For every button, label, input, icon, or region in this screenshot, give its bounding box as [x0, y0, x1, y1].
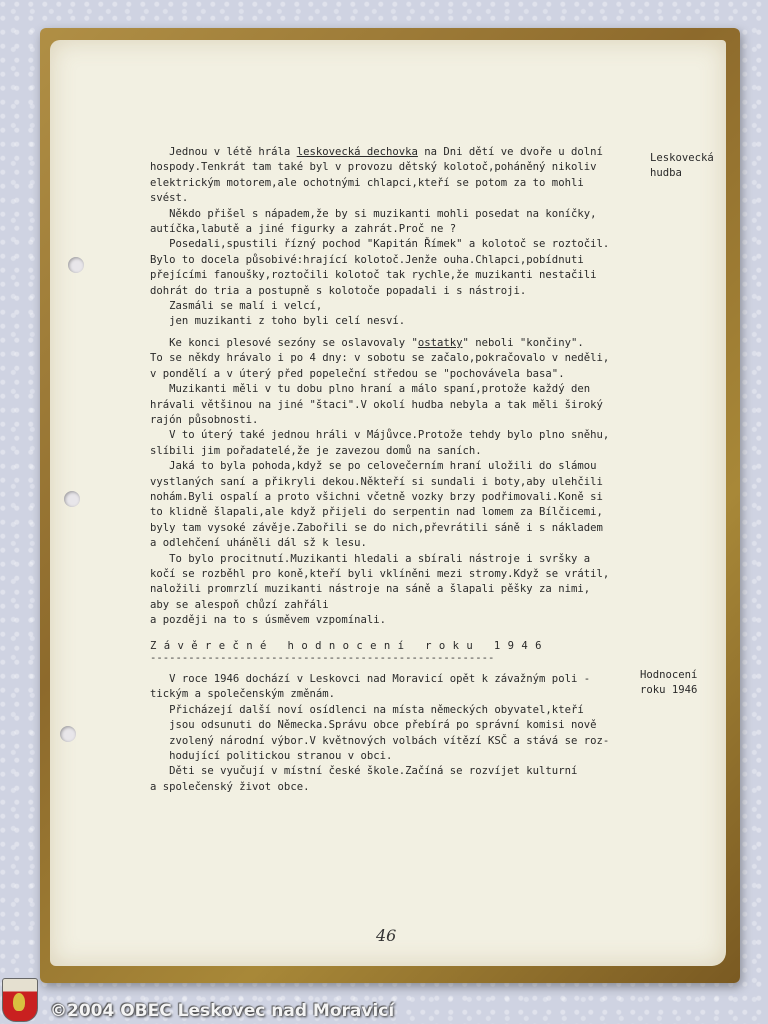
- punch-hole: [64, 491, 80, 507]
- copyright-watermark: ©2004 OBEC Leskovec nad Moravicí: [50, 1001, 395, 1021]
- margin-note-hodnoceni: [640, 668, 697, 698]
- punch-hole: [68, 257, 84, 273]
- heading-underline: ------------------------------------------------------: [150, 654, 495, 664]
- text-line: byly tam vysoké závěje.Zabořili se do nich,převrátili sáně i s nákladem: [150, 521, 603, 534]
- margin-note-line: roku 1946: [640, 684, 698, 696]
- section-heading: Z á v ě r e č n é h o d n o c e n í r o k u 1 9 4 6: [150, 639, 543, 652]
- text-line: a později na to s úsměvem vzpomínali.: [150, 614, 386, 627]
- text-line: svést.: [150, 192, 189, 205]
- text-line: jen muzikanti z toho byli celí nesví.: [150, 315, 406, 328]
- text-line: a odlehčení uháněli dál sž k lesu.: [150, 537, 367, 550]
- text-line: to klidně šlapali,ale když přijeli do serpentin nad lomem za Bílčicemi,: [150, 506, 603, 519]
- margin-note-line: Hodnocení: [640, 669, 698, 681]
- text-line: Přicházejí další noví osídlenci na místa německých obyvatel,kteří: [150, 703, 584, 716]
- margin-note-line: hudba: [650, 167, 682, 179]
- typewritten-text: [150, 145, 640, 795]
- text-line: V roce 1946 dochází v Leskovci nad Moravicí opět k závažným poli -: [150, 673, 591, 685]
- text-line: elektrickým motorem,ale ochotnými chlapci,kteří se potom za to mohli: [150, 176, 584, 189]
- underlined-phrase: leskovecká dechovka: [296, 146, 418, 158]
- text-line: rajón působnosti.: [150, 413, 259, 426]
- text-line: Děti se vyučují v místní české škole.Začíná se rozvíjet kulturní: [150, 765, 578, 778]
- text-line: přejícími fanoušky,roztočili kolotoč tak rychle,že muzikanti nestačili: [150, 269, 597, 282]
- text-line: V to úterý také jednou hráli v Májůvce.Protože tehdy bylo plno sněhu,: [150, 429, 610, 442]
- text-line: Posedali,spustili řízný pochod "Kapitán Římek" a kolotoč se roztočil.: [150, 238, 610, 251]
- margin-note-hudba: [650, 151, 714, 181]
- text-line: hospody.Tenkrát tam také byl v provozu dětský kolotoč,poháněný nikoliv: [150, 161, 597, 174]
- text-line: naložili promrzlí muzikanti nástroje na sáně a šlapali pěšky za nimi,: [150, 583, 591, 596]
- margin-note-line: Leskovecká: [650, 152, 714, 164]
- punch-hole: [60, 726, 76, 742]
- text-line: hrávali většinou na jiné "štaci".V okolí hudba nebyla a tak měli široký: [150, 398, 603, 411]
- text-line: jsou odsunuti do Německa.Správu obce přebírá po správní komisi nově: [150, 719, 597, 732]
- coat-of-arms-logo: [2, 978, 38, 1022]
- text-line: hodující politickou stranou v obci.: [150, 750, 393, 763]
- text-line: To bylo procitnutí.Muzikanti hledali a sbírali nástroje i svršky a: [150, 552, 591, 565]
- text-line: Jaká to byla pohoda,když se po celovečerním hraní uložili do slámou: [150, 460, 597, 473]
- text-line: slíbili jim pořadatelé,že je zavezou domů na saních.: [150, 444, 482, 457]
- text-line: kočí se rozběhl pro koně,kteří byli vklíněni mezi stromy.Když se vrátil,: [150, 567, 610, 580]
- text-line: Muzikanti měli v tu dobu plno hraní a málo spaní,protože každý den: [150, 383, 591, 396]
- text-line: v pondělí a v úterý před popeleční středou se "pochovávela basa".: [150, 367, 565, 380]
- text-line: vystlaných saní a přikryli dekou.Někteří si sundali i boty,aby ulehčili: [150, 475, 603, 488]
- text-line: a společenský život obce.: [150, 780, 310, 793]
- page-number: 46: [376, 926, 397, 945]
- underlined-word: ostatky: [417, 336, 463, 349]
- text-line: Zasmáli se malí i velcí,: [150, 300, 323, 313]
- text-line: zvolený národní výbor.V květnových volbách vítězí KSČ a stává se roz-: [150, 734, 610, 747]
- text-line: autíčka,labutě a jiné figurky a zahrát.Proč ne ?: [150, 223, 457, 236]
- text-line: Bylo to docela působivé:hrající kolotoč.Jenže ouha.Chlapci,pobídnuti: [150, 253, 584, 266]
- text-line: dohrát do tria a postupně s kolotoče popadali i s nástroji.: [150, 284, 527, 297]
- text-line: Někdo přišel s nápadem,že by si muzikanti mohli posedat na koníčky,: [150, 207, 597, 220]
- text-line: tickým a společenským změnám.: [150, 688, 335, 701]
- text-line: aby se alespoň chůzí zahřáli: [150, 598, 329, 611]
- text-line: nohám.Byli ospalí a proto všichni včetně vozky brzy podřimovali.Koně si: [150, 490, 603, 503]
- text-line: Ke konci plesové sezóny se oslavovaly "ostatky" neboli "končiny".: [150, 336, 584, 349]
- text-line: To se někdy hrávalo i po 4 dny: v sobotu se začalo,pokračovalo v neděli,: [150, 352, 610, 365]
- text-line: Jednou v létě hrála leskovecká dechovka na Dni dětí ve dvoře u dolní: [150, 146, 603, 158]
